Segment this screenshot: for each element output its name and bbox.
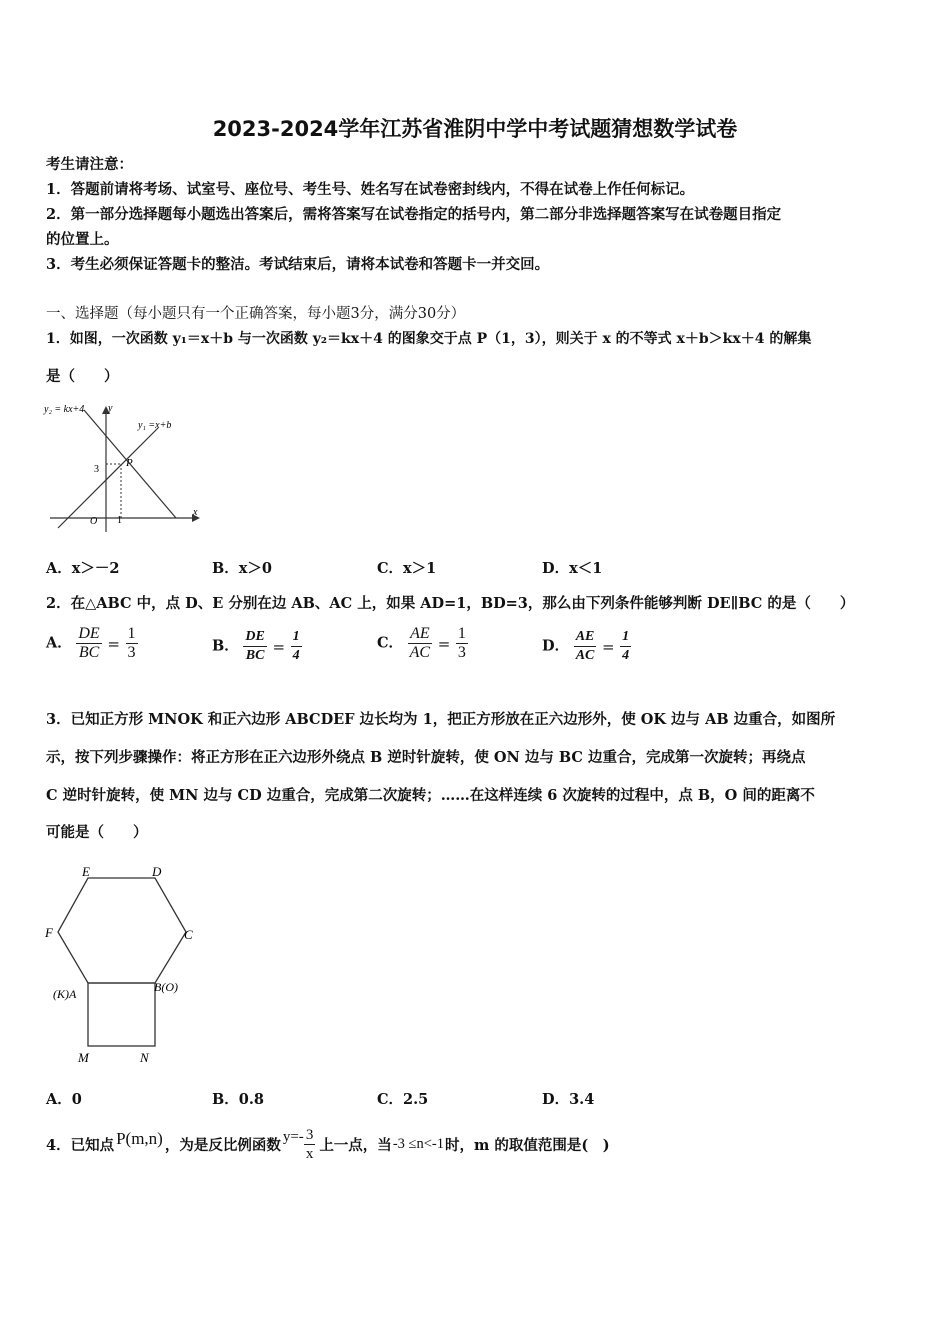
section-heading: 一、选择题（每小题只有一个正确答案，每小题3分，满分30分） bbox=[46, 306, 466, 322]
q2-option-d[interactable] bbox=[542, 628, 631, 665]
label-y: y bbox=[108, 403, 113, 414]
option-label: A． bbox=[46, 634, 72, 652]
q1-text-cont: 是（ ） bbox=[46, 368, 119, 385]
label-1: 1 bbox=[117, 515, 122, 526]
q1-text: 1．如图，一次函数 y₁＝x＋b 与一次函数 y₂＝kx＋4 的图象交于点 P（1，3），则关于 x 的不等式 x＋b＞kx＋4 的解集 bbox=[46, 331, 812, 347]
label-d: D bbox=[152, 864, 162, 879]
q3-text: 示，按下列步骤操作：将正方形在正六边形外绕点 B 逆时针旋转，使 ON 边与 BC 边重合，完成第一次旋转；再绕点 bbox=[46, 749, 806, 766]
q3-figure bbox=[44, 860, 204, 1070]
option-label: D． bbox=[542, 637, 570, 655]
label-m: M bbox=[78, 1050, 89, 1065]
q4-condition: -3 ≤n<-1 bbox=[392, 1135, 444, 1152]
label-c: C bbox=[184, 927, 193, 942]
fraction-right: $\frac{1}{4}$ bbox=[292, 629, 300, 663]
notice-item: 的位置上。 bbox=[46, 231, 119, 248]
notice-item: 3．考生必须保证答题卡的整洁。考试结束后，请将本试卷和答题卡一并交回。 bbox=[46, 256, 550, 273]
equals-sign: = bbox=[601, 637, 615, 656]
q3-text: 3．已知正方形 MNOK 和正六边形 ABCDEF 边长均为 1，把正方形放在正六边形外，使 OK 边与 AB 边重合，如图所 bbox=[46, 711, 836, 728]
q1-option-c[interactable]: C．x＞1 bbox=[377, 560, 437, 577]
fraction-right: $\frac{1}{4}$ bbox=[622, 629, 630, 663]
q2-text: 2．在△ABC 中，点 D、E 分别在边 AB、AC 上，如果 AD=1，BD=3，那么由下列条件能够判断 DE∥BC 的是（ ） bbox=[46, 595, 855, 612]
notice-item: 1．答题前请将考场、试室号、座位号、考生号、姓名写在试卷密封线内，不得在试卷上作任何标记。 bbox=[46, 181, 695, 198]
q4-part3: 上一点，当 bbox=[319, 1136, 392, 1154]
page-title: 2023-2024学年江苏省淮阴中学中考试题猜想数学试卷 bbox=[212, 117, 738, 141]
q4-text bbox=[46, 1122, 610, 1166]
q3-option-c[interactable]: C．2.5 bbox=[377, 1091, 429, 1108]
q1-graph bbox=[40, 398, 210, 538]
label-n: N bbox=[140, 1050, 149, 1065]
label-3: 3 bbox=[94, 464, 99, 475]
fraction-left: $\frac{AE}{AC}$ bbox=[575, 629, 595, 663]
label-origin: O bbox=[90, 516, 98, 527]
label-bo: B(O) bbox=[154, 980, 178, 994]
equals-sign: = bbox=[272, 637, 286, 656]
q3-text: 可能是（ ） bbox=[46, 824, 148, 841]
q4-part4: 时，m 的取值范围是( ) bbox=[444, 1136, 610, 1154]
hexagon bbox=[58, 878, 186, 983]
option-label: C． bbox=[377, 634, 404, 652]
q2-option-a[interactable] bbox=[46, 625, 138, 662]
fraction-left: $\frac{AE}{AC}$ bbox=[409, 625, 431, 661]
q1-option-b[interactable]: B．x＞0 bbox=[212, 560, 272, 577]
equals-sign: = bbox=[107, 634, 120, 653]
q4-part2: ，为是反比例函数 bbox=[164, 1136, 281, 1154]
q3-option-d[interactable]: D．3.4 bbox=[542, 1091, 595, 1108]
q4-func-fraction: $\frac{3}{x}$ bbox=[305, 1126, 314, 1162]
fraction-right: $\frac{1}{3}$ bbox=[457, 625, 466, 661]
label-x: x bbox=[193, 507, 198, 518]
q2-option-b[interactable] bbox=[212, 628, 302, 665]
notice-item: 2．第一部分选择题每小题选出答案后，需将答案写在试卷指定的括号内，第二部分非选择题答案写在试卷题目指定 bbox=[46, 206, 782, 223]
q3-text: C 逆时针旋转，使 MN 边与 CD 边重合，完成第二次旋转；……在这样连续 6 次旋转的过程中，点 B，O 间的距离不 bbox=[46, 787, 815, 804]
fraction-right: $\frac{1}{3}$ bbox=[127, 625, 136, 661]
label-e: E bbox=[82, 864, 90, 879]
equals-sign: = bbox=[437, 634, 451, 653]
fraction-left: $\frac{DE}{BC}$ bbox=[245, 629, 265, 663]
label-ka: (K)A bbox=[53, 987, 77, 1001]
label-y2: y₂ = kx+4 bbox=[44, 404, 85, 415]
q4-func-left: y=- bbox=[282, 1128, 304, 1145]
q1-option-d[interactable]: D．x＜1 bbox=[542, 560, 603, 577]
square bbox=[88, 983, 155, 1046]
q3-option-a[interactable]: A．0 bbox=[46, 1091, 82, 1108]
label-y1: y₁ =x+b bbox=[138, 420, 172, 431]
q2-option-c[interactable] bbox=[377, 625, 468, 662]
label-p: P bbox=[126, 457, 133, 469]
fraction-left: $\frac{DE}{BC}$ bbox=[78, 625, 100, 661]
label-f: F bbox=[45, 925, 53, 940]
option-label: B． bbox=[212, 637, 239, 655]
q4-point: P(m,n) bbox=[116, 1129, 163, 1148]
q4-part1: 4．已知点 bbox=[46, 1136, 115, 1154]
line-y1 bbox=[58, 428, 158, 528]
notice-heading: 考生请注意： bbox=[46, 156, 133, 173]
q3-option-b[interactable]: B．0.8 bbox=[212, 1091, 264, 1108]
q1-option-a[interactable]: A．x＞－2 bbox=[46, 560, 120, 577]
